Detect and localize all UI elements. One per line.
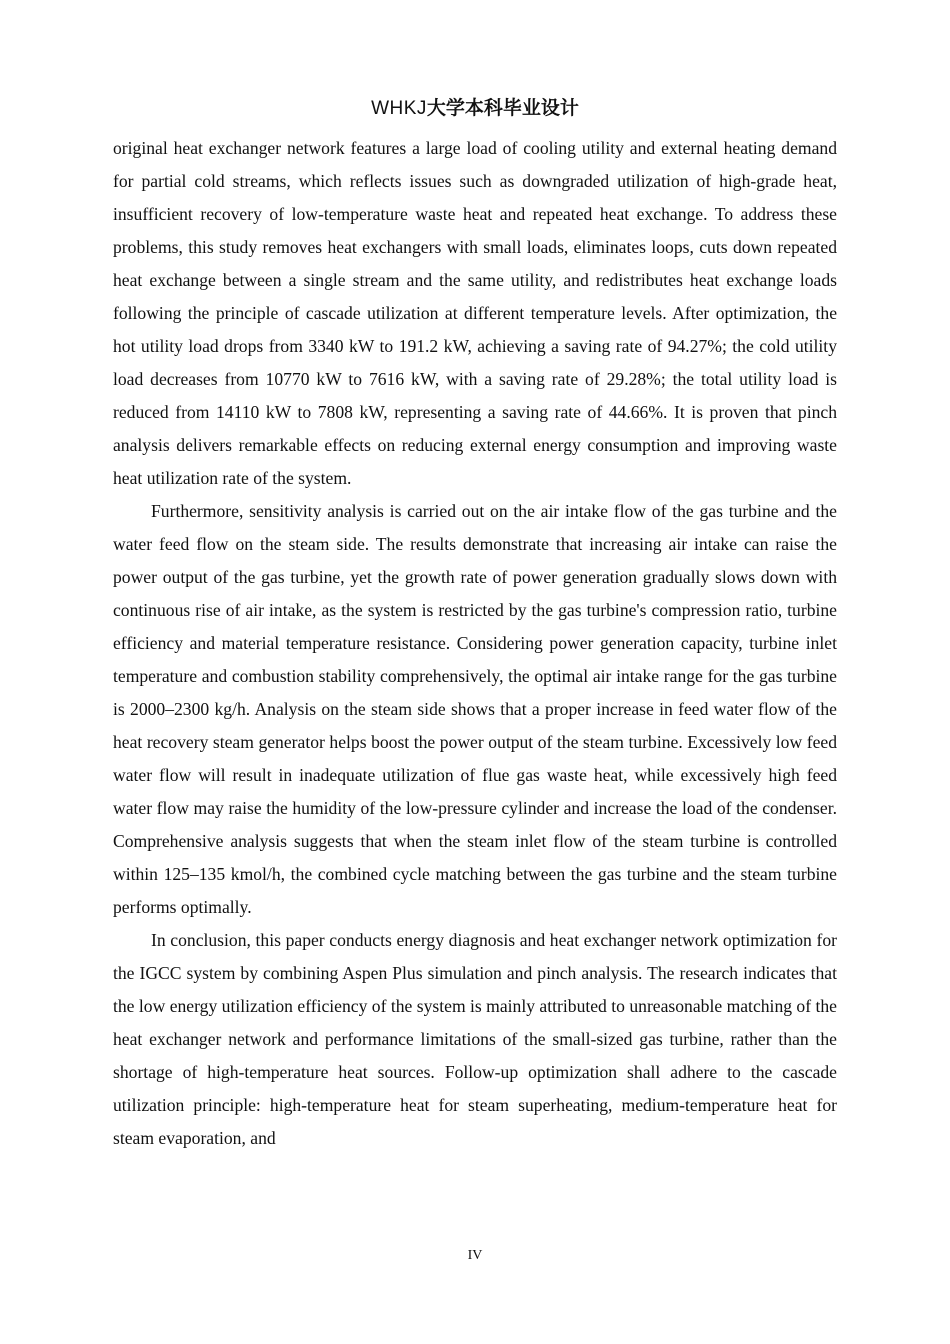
page-header [0, 94, 950, 123]
paragraph-sensitivity-analysis: Furthermore, sensitivity analysis is carried out on the air intake flow of the gas turbine and the water feed flow on the steam side. The results demonstrate that increasing air intake can raise the power output of the gas turbine, yet the growth rate of power generation gradually slows down with continuous rise of air intake, as the system is restricted by the gas turbine's compression ratio, turbine efficiency and material temperature resistance. Considering power generation capacity, turbine inlet temperature and combustion stability comprehensively, the optimal air intake range for the gas turbine is 2000–2300 kg/h. Analysis on the steam side shows that a proper increase in feed water flow of the heat recovery steam generator helps boost the power output of the steam turbine. Excessively low feed water flow will result in inadequate utilization of flue gas waste heat, while excessively high feed water flow may raise the humidity of the low-pressure cylinder and increase the load of the condenser. Comprehensive analysis suggests that when the steam inlet flow of the steam turbine is controlled within 125–135 kmol/h, the combined cycle matching between the gas turbine and the steam turbine performs optimally. [113, 501, 837, 917]
header-title: 大学本科毕业设计 [426, 97, 579, 119]
paragraph-continued: original heat exchanger network features a large load of cooling utility and external heating demand for partial cold streams, which reflects issues such as downgraded utilization of high-grade heat, insufficient recovery of low-temperature waste heat and repeated heat exchange. To address these problems, this study removes heat exchangers with small loads, eliminates loops, cuts down repeated heat exchange between a single stream and the same utility, and redistributes heat exchange loads following the principle of cascade utilization at different temperature levels. After optimization, the hot utility load drops from 3340 kW to 191.2 kW, achieving a saving rate of 94.27%; the cold utility load decreases from 10770 kW to 7616 kW, with a saving rate of 29.28%; the total utility load is reduced from 14110 kW to 7808 kW, representing a saving rate of 44.66%. It is proven that pinch analysis delivers remarkable effects on reducing external energy consumption and improving waste heat utilization rate of the system. [113, 138, 837, 488]
page-number: IV [467, 1248, 483, 1263]
paragraph-conclusion: In conclusion, this paper conducts energy diagnosis and heat exchanger network optimization for the IGCC system by combining Aspen Plus simulation and pinch analysis. The research indicates that the low energy utilization efficiency of the system is mainly attributed to unreasonable matching of the heat exchanger network and performance limitations of the small-sized gas turbine, rather than the shortage of high-temperature heat sources. Follow-up optimization shall adhere to the cascade utilization principle: high-temperature heat for steam superheating, medium-temperature heat for steam evaporation, and [113, 930, 837, 1148]
body-text [113, 132, 837, 1155]
header-code: WHKJ [371, 98, 427, 119]
